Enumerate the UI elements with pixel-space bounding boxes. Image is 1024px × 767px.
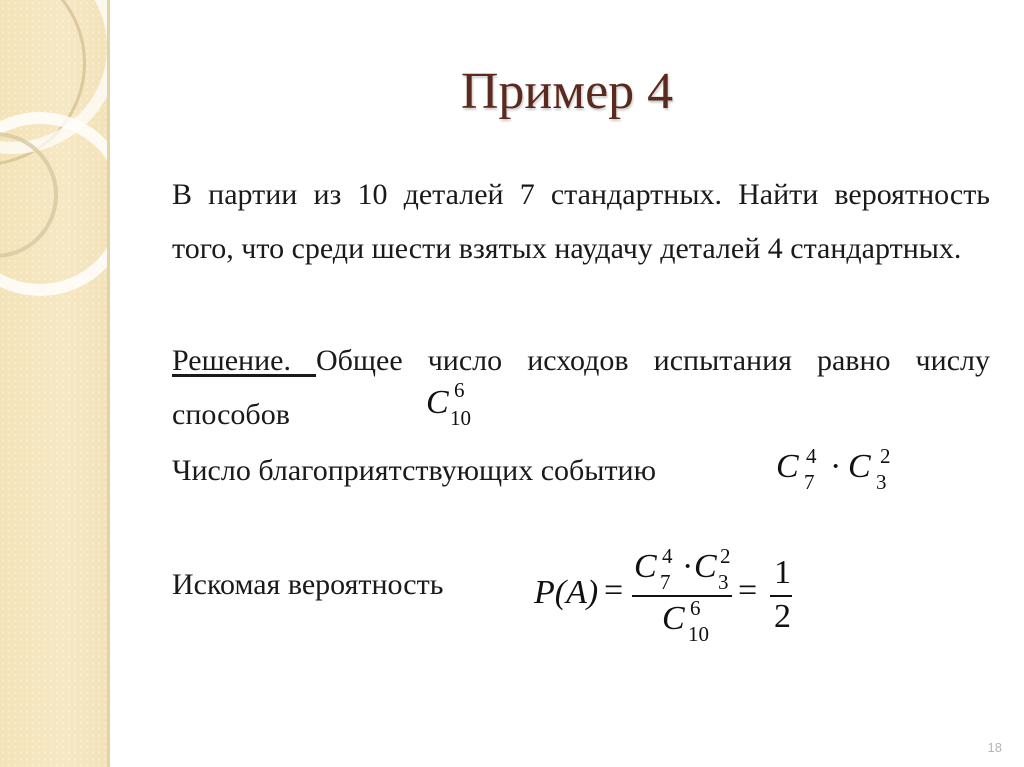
decorative-side-band	[0, 0, 110, 767]
solution-text: Общее число исходов испытания равно числу способов	[172, 344, 990, 431]
probability-formula	[534, 544, 804, 648]
solution-paragraph	[172, 334, 990, 442]
formula-letter: C	[662, 600, 685, 637]
multiply-dot: ·	[682, 548, 694, 585]
formula-letter: C	[776, 448, 799, 485]
formula-letter: C	[634, 548, 657, 585]
favorable-paragraph: Число благоприятствующих событию	[172, 454, 657, 487]
slide-title: Пример 4	[460, 63, 674, 120]
favorable-outcomes-formula	[776, 444, 906, 498]
fraction-bar	[770, 595, 792, 597]
formula-superscript: 2	[880, 444, 891, 468]
probability-lhs: P(A)	[534, 574, 599, 611]
total-outcomes-formula	[426, 378, 471, 430]
multiply-dot: ·	[830, 448, 842, 485]
formula-subscript: 10	[450, 406, 471, 430]
formula-subscript: 3	[718, 570, 729, 594]
formula-superscript: 4	[662, 544, 673, 568]
problem-statement: В партии из 10 деталей 7 стандартных. Найти вероятность того, что среди шести взятых наудачу деталей 4 стандартных.	[172, 178, 990, 265]
answer-label: Искомая вероятность	[172, 568, 444, 601]
formula-letter: C	[848, 448, 871, 485]
result-denominator: 2	[774, 598, 791, 635]
formula-subscript: 10	[688, 622, 709, 646]
fraction-bar	[632, 595, 732, 597]
formula-subscript: 3	[876, 470, 887, 494]
page-number: 18	[987, 740, 1002, 755]
formula-superscript: 6	[690, 596, 701, 620]
formula-letter: C	[426, 384, 449, 421]
result-numerator: 1	[774, 554, 791, 591]
equals-sign: =	[604, 572, 624, 609]
formula-subscript: 7	[660, 570, 671, 594]
formula-superscript: 2	[720, 544, 731, 568]
equals-sign: =	[738, 572, 758, 609]
formula-subscript: 7	[804, 470, 815, 494]
formula-superscript: 4	[806, 444, 817, 468]
formula-superscript: 6	[454, 378, 465, 402]
solution-label: Решение.	[172, 344, 316, 377]
formula-letter: C	[694, 548, 717, 585]
